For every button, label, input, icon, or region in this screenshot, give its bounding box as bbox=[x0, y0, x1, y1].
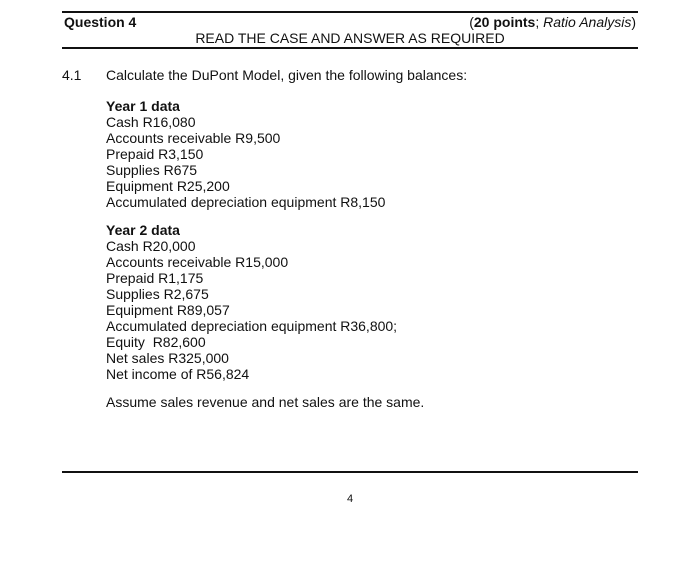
instruction-text: READ THE CASE AND ANSWER AS REQUIRED bbox=[195, 30, 505, 46]
year1-data-block bbox=[106, 98, 385, 210]
year2-line: Accumulated depreciation equipment R36,800; bbox=[106, 318, 398, 334]
year1-line: Accumulated depreciation equipment R8,150 bbox=[106, 194, 386, 210]
footer-rule bbox=[62, 471, 638, 473]
year2-line: Accounts receivable R15,000 bbox=[106, 254, 289, 270]
year2-line: Prepaid R1,175 bbox=[106, 270, 204, 286]
year1-line: Prepaid R3,150 bbox=[106, 146, 204, 162]
year1-heading: Year 1 data bbox=[106, 98, 180, 114]
top-rule bbox=[62, 11, 638, 13]
question-text: Calculate the DuPont Model, given the following balances: bbox=[106, 67, 468, 83]
year1-line: Equipment R25,200 bbox=[106, 178, 230, 194]
year2-line: Cash R20,000 bbox=[106, 238, 196, 254]
page-number: 4 bbox=[346, 493, 354, 505]
topic-label: Ratio Analysis bbox=[543, 14, 632, 30]
question-title: Question 4 bbox=[64, 14, 137, 30]
year1-line: Supplies R675 bbox=[106, 162, 198, 178]
year2-line: Equipment R89,057 bbox=[106, 302, 230, 318]
year2-heading: Year 2 data bbox=[106, 222, 180, 238]
question-number: 4.1 bbox=[62, 67, 82, 83]
points-value: 20 points bbox=[473, 14, 536, 30]
year2-line: Net income of R56,824 bbox=[106, 366, 250, 382]
year2-line: Net sales R325,000 bbox=[106, 350, 229, 366]
assumption-note: Assume sales revenue and net sales are the same. bbox=[106, 394, 425, 410]
year1-line: Accounts receivable R9,500 bbox=[106, 130, 281, 146]
year2-line: Equity R82,600 bbox=[106, 334, 206, 350]
year2-line: Supplies R2,675 bbox=[106, 286, 209, 302]
question-points: (20 points; Ratio Analysis) bbox=[469, 14, 636, 30]
header-rule bbox=[62, 47, 638, 49]
year1-line: Cash R16,080 bbox=[106, 114, 196, 130]
year2-data-block bbox=[106, 222, 397, 382]
